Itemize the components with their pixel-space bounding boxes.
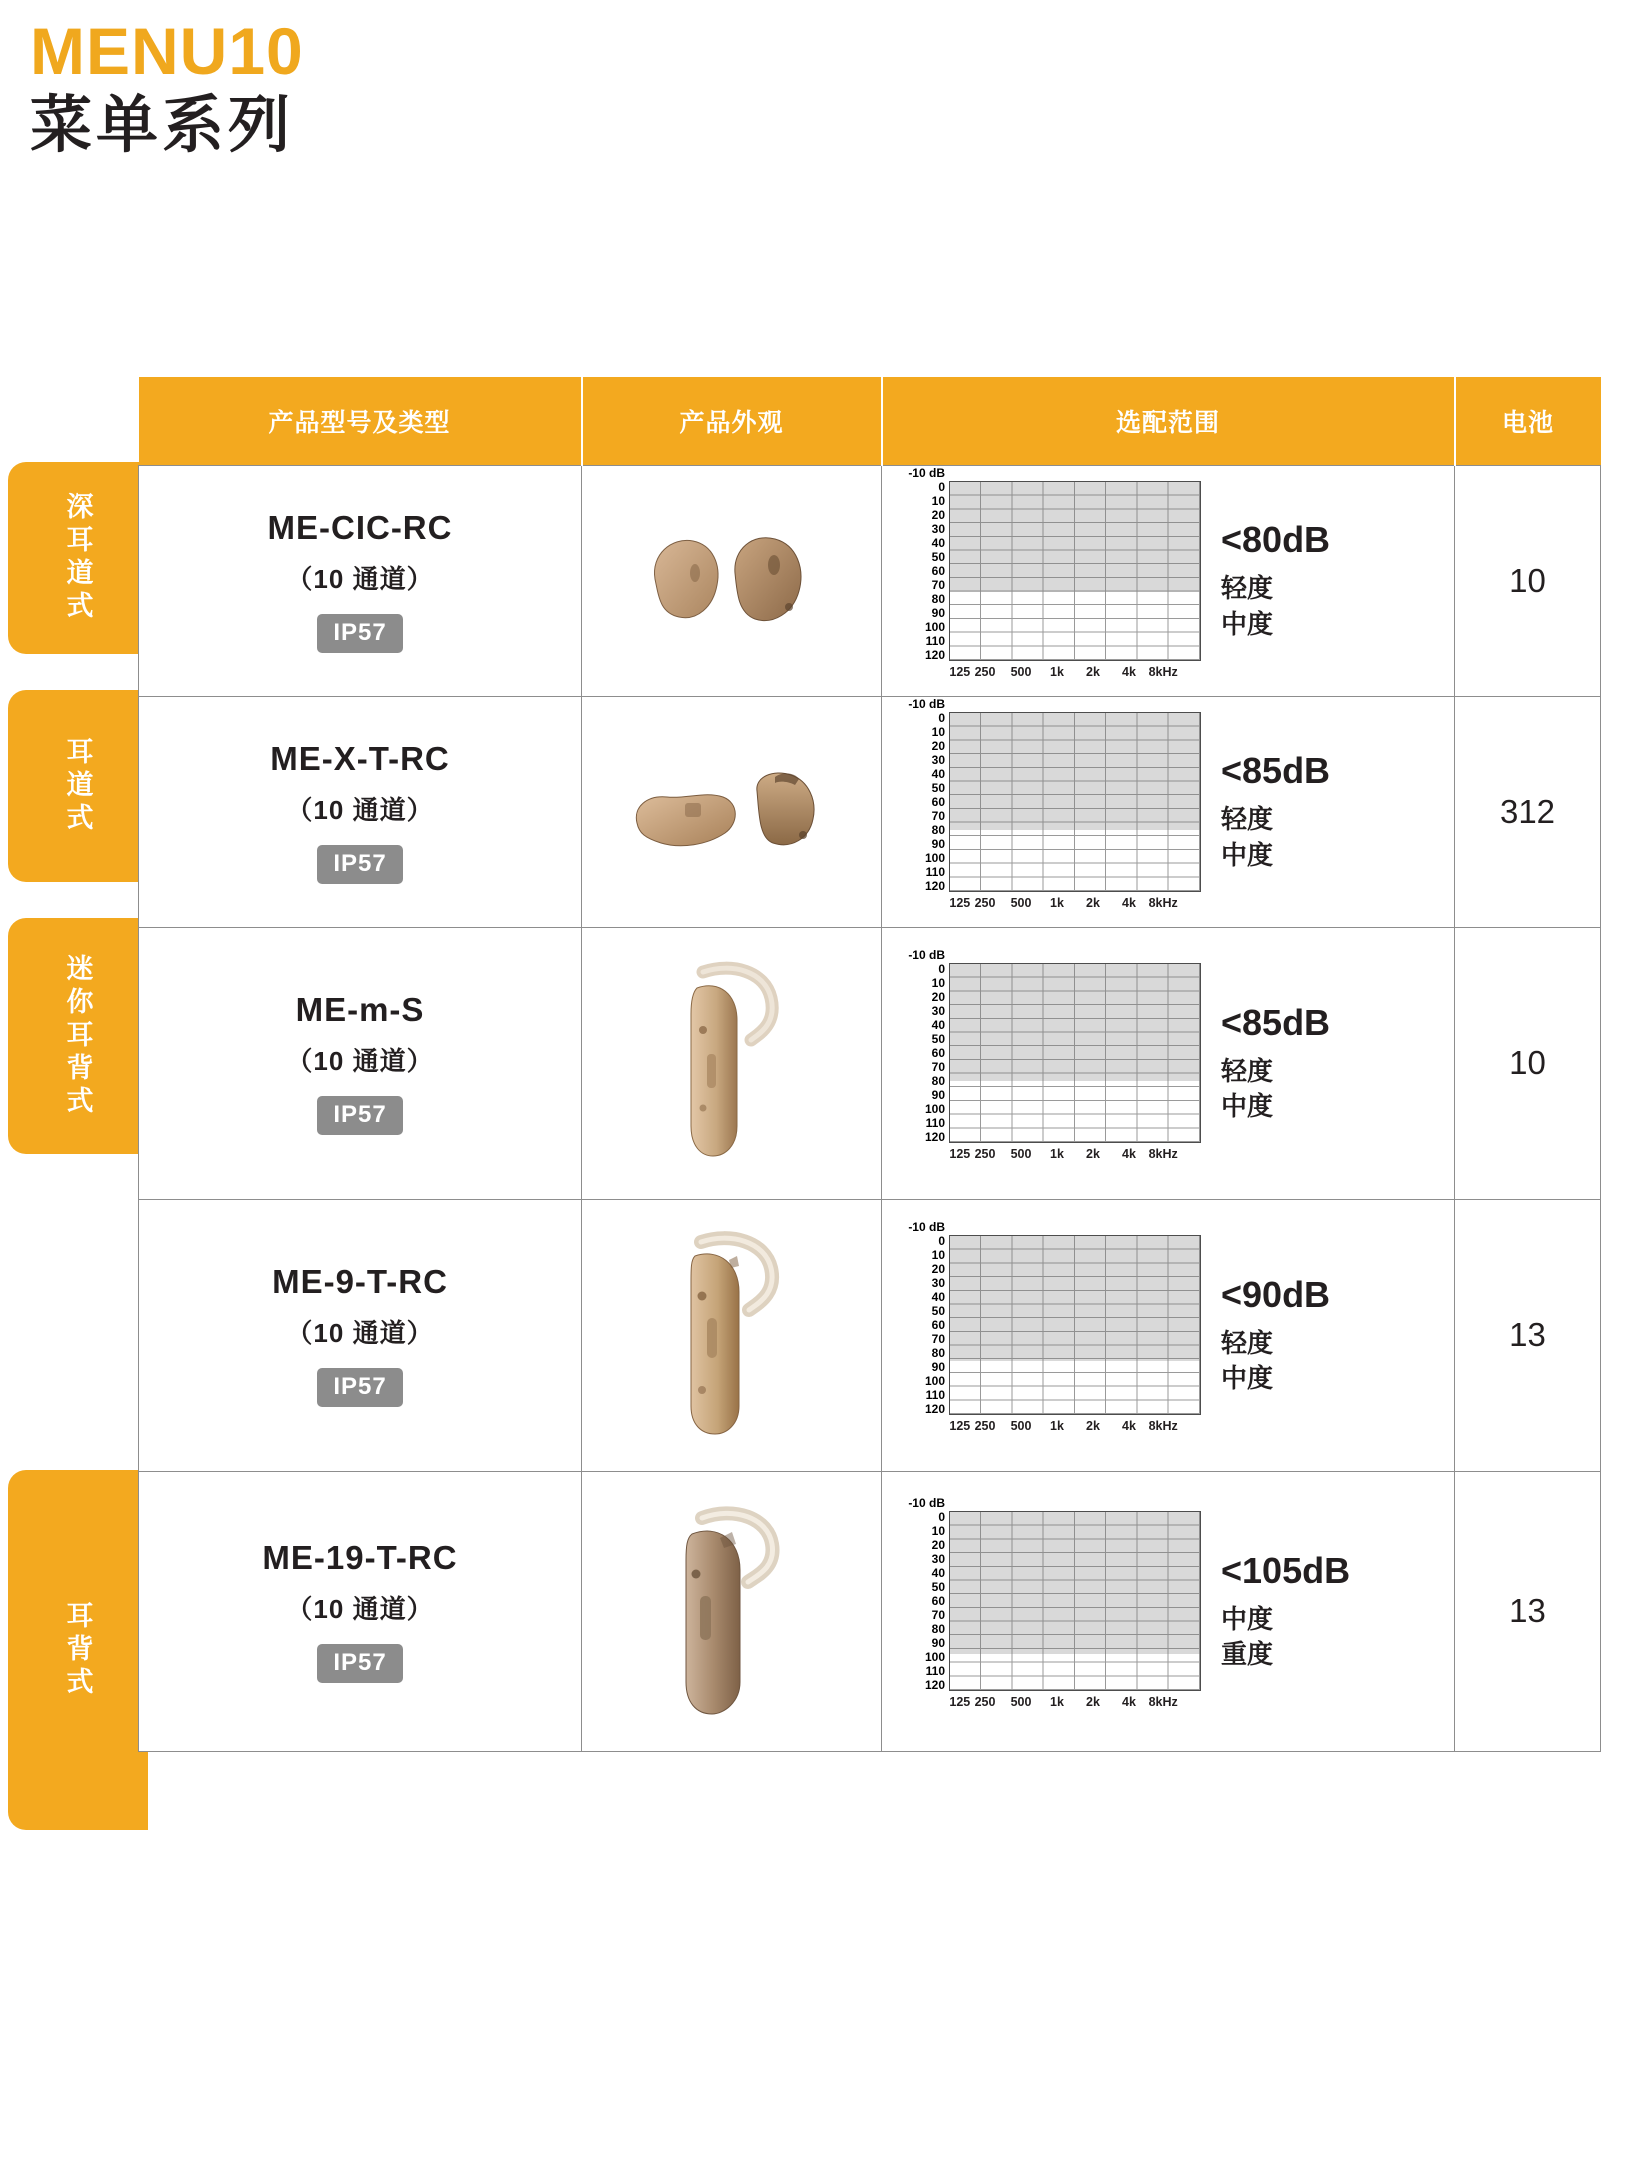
category-tab-bte-label: 耳背式 xyxy=(62,1600,93,1700)
category-tab-mini-bte xyxy=(8,918,148,1154)
model-name: ME-X-T-RC xyxy=(270,739,450,777)
battery-value: 13 xyxy=(1455,1471,1601,1751)
fitting-level-1: 轻度 xyxy=(1221,1055,1274,1086)
audiogram-x-axis: 125 250 500 1k 2k 4k 8kHz xyxy=(949,1695,1178,1709)
audiogram-chart xyxy=(901,1221,1201,1449)
fitting-text xyxy=(1215,750,1330,872)
audiogram-shaded-region xyxy=(950,713,1200,830)
model-channels: （10 通道） xyxy=(286,794,434,825)
audiogram-shaded-region xyxy=(950,1236,1200,1361)
model-name: ME-m-S xyxy=(295,991,425,1028)
category-tab-bte xyxy=(8,1470,148,1830)
status-badge: IP57 xyxy=(317,845,402,884)
category-tab-cic xyxy=(8,462,148,654)
status-badge: IP57 xyxy=(317,1644,402,1683)
model-cell xyxy=(139,465,582,696)
fitting-range-cell xyxy=(882,696,1455,927)
appearance-cell xyxy=(582,696,882,927)
fitting-db: <90dB xyxy=(1221,1273,1331,1315)
model-channels: （10 通道） xyxy=(286,1318,434,1348)
appearance-cell xyxy=(582,1199,882,1471)
fitting-db: <85dB xyxy=(1221,1001,1331,1043)
fitting-text xyxy=(1215,1002,1330,1124)
audiogram-y-axis: -10 dB 0 10 20 30 40 50 60 70 80 90 100 110 120 xyxy=(908,465,945,662)
spec-table xyxy=(138,377,1601,1752)
product-image-itc xyxy=(583,757,880,867)
battery-value: 13 xyxy=(1455,1199,1601,1471)
audiogram-y-axis: -10 dB 0 10 20 30 40 50 60 70 80 90 100 110 120 xyxy=(908,696,945,893)
fitting-level-1: 轻度 xyxy=(1221,804,1274,835)
model-cell xyxy=(139,1199,582,1471)
audiogram-plot xyxy=(949,712,1201,892)
audiogram-plot xyxy=(949,481,1201,661)
hearing-aid-itc-icon xyxy=(627,757,837,867)
audiogram-x-axis: 125 250 500 1k 2k 4k 8kHz xyxy=(949,664,1178,679)
table-row xyxy=(139,1199,1601,1471)
audiogram-chart xyxy=(901,1497,1201,1725)
audiogram-chart xyxy=(901,467,1201,695)
hearing-aid-bte-icon xyxy=(667,1230,797,1440)
category-tab-cic-label: 深耳道式 xyxy=(62,492,93,624)
product-image-cic xyxy=(583,521,880,641)
fitting-level-2: 中度 xyxy=(1221,608,1274,639)
fitting-range-cell xyxy=(882,927,1455,1199)
fitting-level-2: 中度 xyxy=(1221,839,1274,870)
table-row xyxy=(139,696,1601,927)
fitting-db: <85dB xyxy=(1221,750,1331,792)
table-header-row xyxy=(139,377,1601,465)
audiogram-y-axis: -10 dB 0 10 20 30 40 50 60 70 80 90 100 110 120 xyxy=(908,1496,945,1692)
audiogram-chart xyxy=(901,949,1201,1177)
audiogram-shaded-region xyxy=(950,1512,1200,1654)
status-badge: IP57 xyxy=(317,614,402,653)
audiogram-shaded-region xyxy=(950,964,1200,1081)
hearing-aid-mini-bte-icon xyxy=(667,958,797,1168)
audiogram-plot xyxy=(949,1235,1201,1415)
audiogram-y-axis: -10 dB 0 10 20 30 40 50 60 70 80 90 100 110 120 xyxy=(908,948,945,1144)
table-row xyxy=(139,1471,1601,1751)
page-header xyxy=(0,0,1643,161)
product-image-bte xyxy=(583,1230,880,1440)
model-name: ME-19-T-RC xyxy=(262,1539,458,1576)
audiogram-plot xyxy=(949,963,1201,1143)
fitting-level-1: 轻度 xyxy=(1221,1327,1274,1358)
table-row xyxy=(139,465,1601,696)
audiogram-x-axis: 125 250 500 1k 2k 4k 8kHz xyxy=(949,1419,1178,1433)
category-tab-itc-label: 耳道式 xyxy=(62,736,93,836)
fitting-range-cell xyxy=(882,465,1455,696)
model-name: ME-CIC-RC xyxy=(267,508,453,546)
fitting-level-1: 轻度 xyxy=(1221,573,1274,604)
category-tab-itc xyxy=(8,690,148,882)
model-cell xyxy=(139,1471,582,1751)
fitting-db: <105dB xyxy=(1221,1549,1351,1591)
fitting-text xyxy=(1215,519,1330,641)
product-image-mini-bte xyxy=(583,958,880,1168)
audiogram-plot xyxy=(949,1511,1201,1691)
model-channels: （10 通道） xyxy=(286,1046,434,1076)
appearance-cell xyxy=(582,927,882,1199)
hearing-aid-power-bte-icon xyxy=(662,1504,802,1719)
product-image-power-bte xyxy=(583,1504,880,1719)
model-cell xyxy=(139,696,582,927)
status-badge: IP57 xyxy=(317,1368,402,1407)
fitting-text xyxy=(1215,1274,1330,1396)
column-header-appearance: 产品外观 xyxy=(582,377,882,465)
column-header-battery: 电池 xyxy=(1455,377,1601,465)
table-row xyxy=(139,927,1601,1199)
audiogram-x-axis: 125 250 500 1k 2k 4k 8kHz xyxy=(949,895,1178,910)
appearance-cell xyxy=(582,1471,882,1751)
battery-value: 10 xyxy=(1455,927,1601,1199)
battery-value: 312 xyxy=(1455,696,1601,927)
audiogram-x-axis: 125 250 500 1k 2k 4k 8kHz xyxy=(949,1147,1178,1161)
fitting-range-cell xyxy=(882,1199,1455,1471)
spec-table-wrapper xyxy=(138,377,1600,1752)
fitting-db: <80dB xyxy=(1221,519,1331,561)
model-channels: （10 通道） xyxy=(286,563,434,594)
appearance-cell xyxy=(582,465,882,696)
battery-value: 10 xyxy=(1455,465,1601,696)
fitting-level-1: 中度 xyxy=(1221,1603,1274,1634)
fitting-text xyxy=(1215,1550,1350,1672)
series-title: 菜单系列 xyxy=(30,91,295,160)
fitting-range-cell xyxy=(882,1471,1455,1751)
audiogram-y-axis: -10 dB 0 10 20 30 40 50 60 70 80 90 100 110 120 xyxy=(908,1220,945,1416)
brand-title: MENU10 xyxy=(30,14,304,88)
fitting-level-2: 重度 xyxy=(1221,1639,1274,1669)
model-channels: （10 通道） xyxy=(286,1594,434,1624)
category-tab-mini-bte-label: 迷你耳背式 xyxy=(62,953,93,1119)
column-header-fitting-range: 选配范围 xyxy=(882,377,1455,465)
hearing-aid-cic-icon xyxy=(637,521,827,641)
model-name: ME-9-T-RC xyxy=(272,1263,448,1300)
status-badge: IP57 xyxy=(317,1096,402,1135)
fitting-level-2: 中度 xyxy=(1221,1091,1274,1121)
audiogram-chart xyxy=(901,698,1201,926)
fitting-level-2: 中度 xyxy=(1221,1363,1274,1393)
model-cell xyxy=(139,927,582,1199)
column-header-model: 产品型号及类型 xyxy=(139,377,582,465)
audiogram-shaded-region xyxy=(950,482,1200,592)
